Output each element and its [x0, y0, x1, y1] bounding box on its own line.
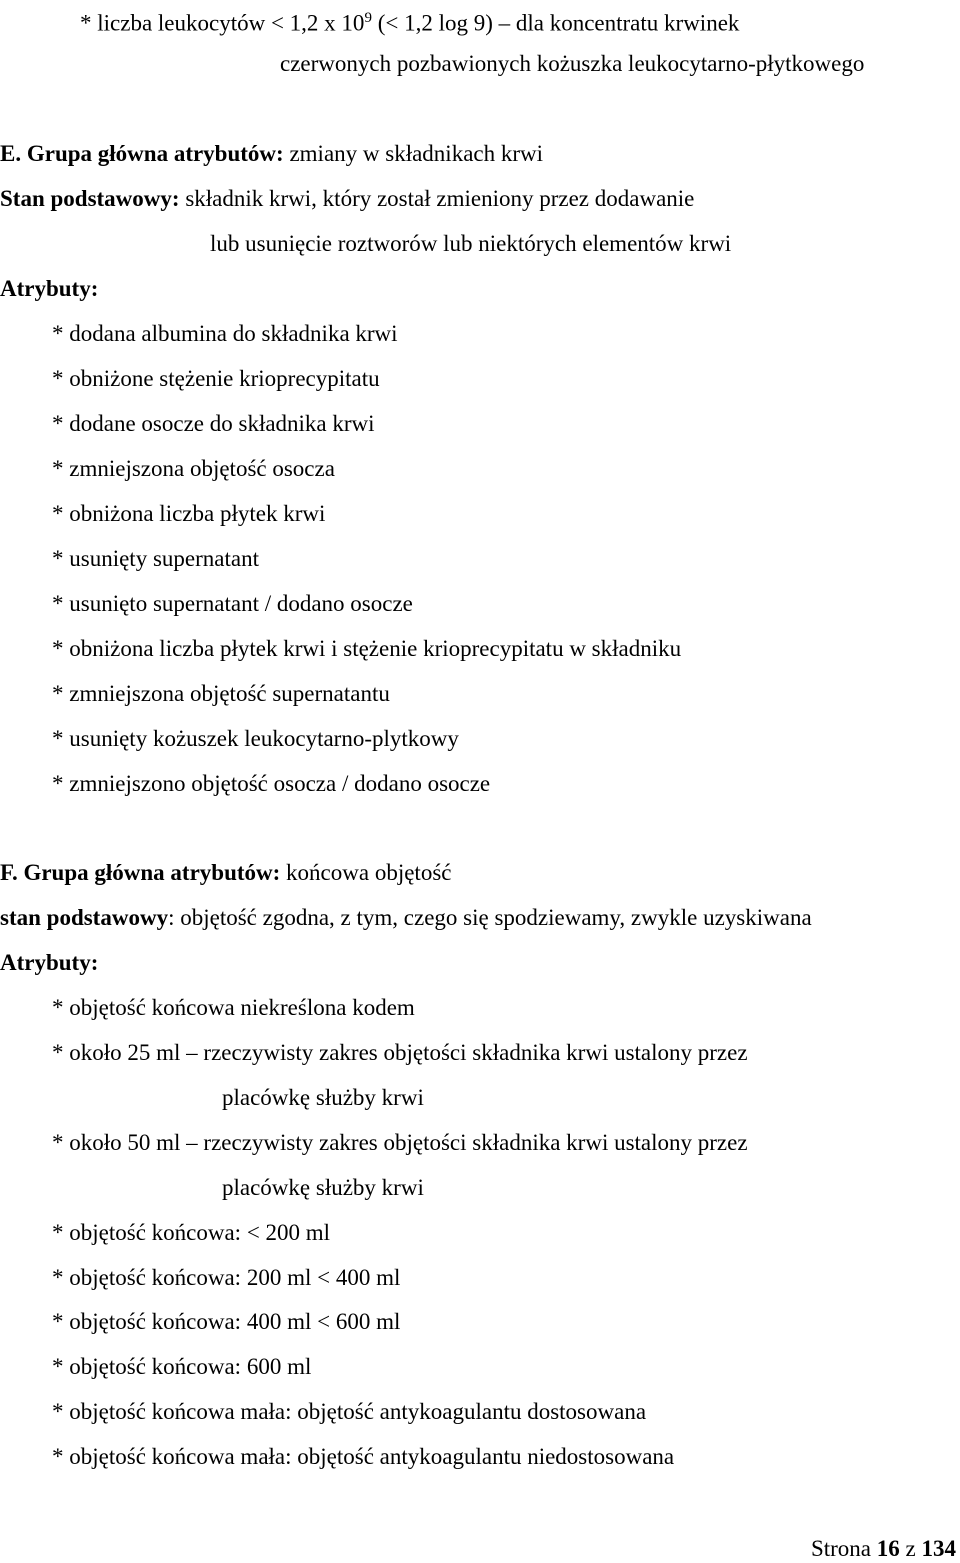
attributes-label: Atrybuty: — [0, 276, 99, 301]
section-e-base-state-cont: lub usunięcie roztworów lub niektórych elementów krwi — [210, 231, 732, 256]
section-f-attributes-label — [0, 949, 98, 977]
list-item: * usunięty supernatant — [52, 546, 259, 571]
leukocyte-text: * liczba leukocytów < 1,2 x 10 — [80, 10, 365, 36]
list-item-cont: placówkę służby krwi — [222, 1085, 424, 1110]
list-item: * dodane osocze do składnika krwi — [52, 411, 375, 436]
list-item: * objętość końcowa: 600 ml — [52, 1354, 312, 1379]
current-page: 16 — [876, 1536, 900, 1561]
section-f-heading — [0, 859, 451, 887]
leukocyte-criterion-line — [80, 4, 739, 38]
page-of: z — [899, 1536, 922, 1561]
leukocyte-text-cont: (< 1,2 log 9) – dla koncentratu krwinek — [371, 10, 740, 36]
base-state-label: stan podstawowy — [0, 905, 169, 930]
list-item: * zmniejszono objętość osocza / dodano osocze — [52, 771, 491, 796]
list-item: * objętość końcowa mała: objętość antykoagulantu niedostosowana — [52, 1444, 675, 1469]
page-number — [811, 1535, 956, 1563]
list-item: * objętość końcowa mała: objętość antykoagulantu dostosowana — [52, 1399, 647, 1424]
section-e-title: E. Grupa główna atrybutów: — [0, 141, 284, 166]
list-item: * dodana albumina do składnika krwi — [52, 321, 398, 346]
leukocyte-criterion-cont: czerwonych pozbawionych kożuszka leukocytarno-płytkowego — [280, 51, 865, 76]
list-item: * zmniejszona objętość osocza — [52, 456, 335, 481]
list-item: * objętość końcowa niekreślona kodem — [52, 995, 415, 1020]
base-state-text: : objętość zgodna, z tym, czego się spodziewamy, zwykle uzyskiwana — [168, 905, 812, 930]
section-e-attributes-label — [0, 275, 98, 303]
section-f-base-state — [0, 904, 812, 932]
list-item: * obniżone stężenie krioprecypitatu — [52, 366, 380, 391]
base-state-text: składnik krwi, który został zmieniony przez dodawanie — [179, 186, 695, 211]
list-item: * obniżona liczba płytek krwi i stężenie krioprecypitatu w składniku — [52, 636, 682, 661]
list-item: * objętość końcowa: 200 ml < 400 ml — [52, 1265, 401, 1290]
base-state-label: Stan podstawowy: — [0, 186, 180, 211]
list-item: * około 50 ml – rzeczywisty zakres objętości składnika krwi ustalony przez — [52, 1130, 748, 1155]
section-e-base-state — [0, 185, 694, 213]
list-item-cont: placówkę służby krwi — [222, 1175, 424, 1200]
list-item: * objętość końcowa: 400 ml < 600 ml — [52, 1309, 401, 1334]
section-f-subtitle: końcowa objętość — [280, 860, 452, 885]
section-e-subtitle: zmiany w składnikach krwi — [283, 141, 544, 166]
list-item: * objętość końcowa: < 200 ml — [52, 1220, 331, 1245]
list-item: * usunięty kożuszek leukocytarno-plytkowy — [52, 726, 459, 751]
list-item: * obniżona liczba płytek krwi — [52, 501, 326, 526]
total-pages: 134 — [921, 1536, 956, 1561]
section-e-heading — [0, 140, 543, 168]
list-item: * około 25 ml – rzeczywisty zakres objętości składnika krwi ustalony przez — [52, 1040, 748, 1065]
section-f-title: F. Grupa główna atrybutów: — [0, 860, 281, 885]
list-item: * usunięto supernatant / dodano osocze — [52, 591, 413, 616]
page-label: Strona — [810, 1536, 877, 1561]
exponent: 9 — [364, 10, 372, 26]
attributes-label: Atrybuty: — [0, 950, 99, 975]
list-item: * zmniejszona objętość supernatantu — [52, 681, 390, 706]
